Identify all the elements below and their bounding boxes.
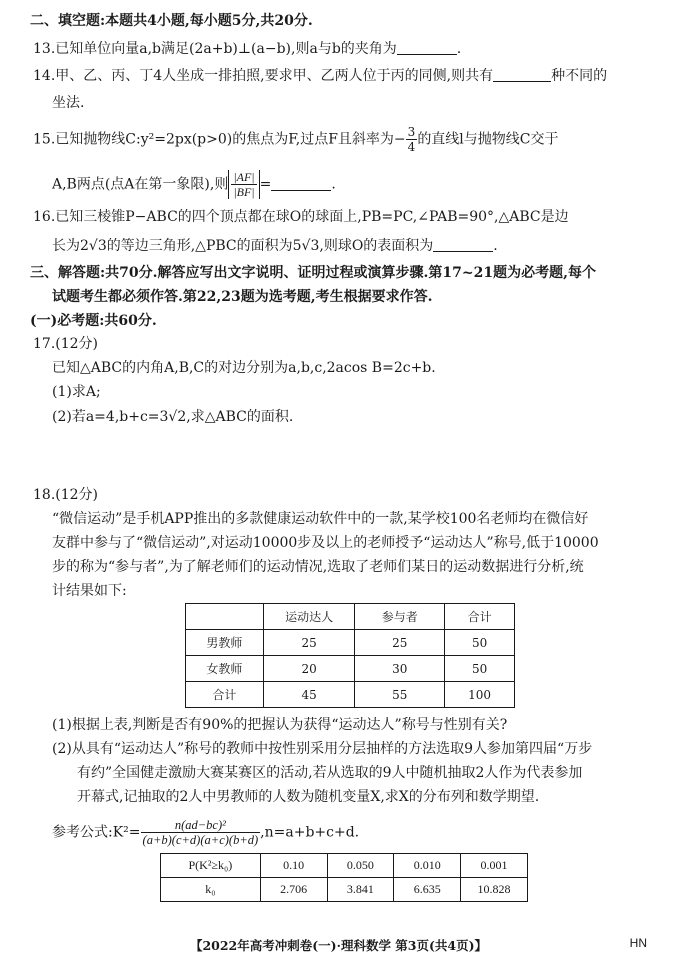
q16-line-2: 长为2√3的等边三角形,△PBC的面积为5√3,则球O的表面积为 .: [52, 238, 498, 254]
question-15: [33, 125, 559, 154]
q14-answer-blank: [493, 68, 551, 82]
q13-text: 13.已知单位向量a,b满足(2a+b)⊥(a−b),则a与b的夹角为: [33, 41, 397, 57]
q17-stem: 已知△ABC的内角A,B,C的对边分别为a,b,c,2acos B=2c+b.: [52, 360, 436, 376]
table-row: k₀ 2.706 3.841 6.635 10.828: [161, 878, 528, 902]
table-row: 运动达人 参与者 合计: [186, 604, 515, 630]
question-17-heading: 17.(12分): [33, 336, 99, 352]
q16-answer-blank: [433, 238, 493, 252]
q14-tail: 种不同的: [551, 68, 608, 84]
q18-stem-line-1: “微信运动”是手机APP推出的多款健康运动软件中的一款,某学校100名老师均在微信好: [52, 511, 589, 527]
section-3-heading-line-2: 试题考生都必须作答.第22,23题为选考题,考生根据要求作答.: [52, 289, 433, 305]
stats-table: [185, 603, 515, 708]
question-18-heading: 18.(12分): [33, 487, 99, 503]
q15-line-2: A,B两点(点A在第一象限),则 $\frac{|AF|}{|BF|}$ = .: [52, 170, 336, 199]
q14-line-2: 坐法.: [52, 95, 85, 111]
q17-part-2: (2)若a=4,b+c=3√2,求△ABC的面积.: [52, 409, 294, 425]
table-row: 合计 45 55 100: [186, 682, 515, 708]
table-row: 男教师 25 25 50: [186, 630, 515, 656]
q14-text: 14.甲、乙、丙、丁4人坐成一排拍照,要求甲、乙两人位于丙的同侧,则共有: [33, 68, 494, 84]
q18-part-2-line-2: 有约”全国健走激励大赛某赛区的活动,若从选取的9人中随机抽取2人作为代表参加: [77, 765, 583, 781]
q18-stem-line-2: 友群中参与了“微信运动”,对运动10000步及以上的老师授予“运动达人”称号,低于10000: [52, 535, 599, 551]
q18-stem-line-3: 步的称为“参与者”,为了解老师们的运动情况,选取了老师们某日的运动数据进行分析,统: [52, 559, 584, 575]
table-row: P(K²≥k₀) 0.10 0.050 0.010 0.001: [161, 854, 528, 878]
critical-value-table: [160, 853, 528, 902]
q15-answer-blank: [271, 177, 331, 191]
q18-stem-line-4: 计结果如下:: [52, 583, 127, 599]
section-2-heading: 二、填空题:本题共4小题,每小题5分,共20分.: [30, 13, 313, 29]
q15-ratio: $\frac{|AF|}{|BF|}$: [228, 170, 259, 199]
q15-text-c: A,B两点(点A在第一象限),则: [52, 176, 229, 193]
q18-part-2-line-1: (2)从具有“运动达人”称号的教师中按性别采用分层抽样的方法选取9人参加第四届“万步: [52, 741, 593, 757]
q18-part-1: (1)根据上表,判断是否有90%的把握认为获得“运动达人”称号与性别有关?: [52, 717, 508, 733]
q15-text-b: 的直线l与抛物线C交于: [417, 131, 559, 148]
question-16: 16.已知三棱锥P−ABC的四个顶点都在球O的球面上,PB=PC,∠PAB=90°,△ABC是边: [33, 209, 569, 225]
q13-answer-blank: [397, 41, 457, 55]
required-heading: (一)必考题:共60分.: [30, 313, 157, 329]
q15-slope-fraction: $\frac{3}{4}$: [407, 125, 416, 154]
footer-code: HN: [629, 936, 647, 950]
question-14: [33, 66, 607, 86]
table-row: 女教师 20 30 50: [186, 656, 515, 682]
reference-formula: 参考公式:K²= $\frac{\text{n(ad−bc)²}}{(a+b)(c+d)(a+c)(b+d)}$ ,n=a+b+c+d.: [52, 818, 360, 847]
q18-part-2-line-3: 开幕式,记抽取的2人中男教师的人数为随机变量X,求X的分布列和数学期望.: [77, 789, 540, 805]
q17-part-1: (1)求A;: [52, 384, 101, 400]
section-3-heading: 三、解答题:共70分.解答应写出文字说明、证明过程或演算步骤.第17~21题为必考题,每个: [30, 265, 596, 281]
question-13: 13.已知单位向量a,b满足(2a+b)⊥(a−b),则a与b的夹角为 .: [33, 41, 462, 57]
page-footer: 【2022年高考冲刺卷(一)·理科数学 第3页(共4页)】: [189, 938, 488, 953]
q15-text-a: 15.已知抛物线C:y²=2px(p>0)的焦点为F,过点F且斜率为−: [33, 131, 406, 148]
formula-fraction: $\frac{\text{n(ad−bc)²}}{(a+b)(c+d)(a+c)(b+d)}$: [142, 818, 259, 847]
